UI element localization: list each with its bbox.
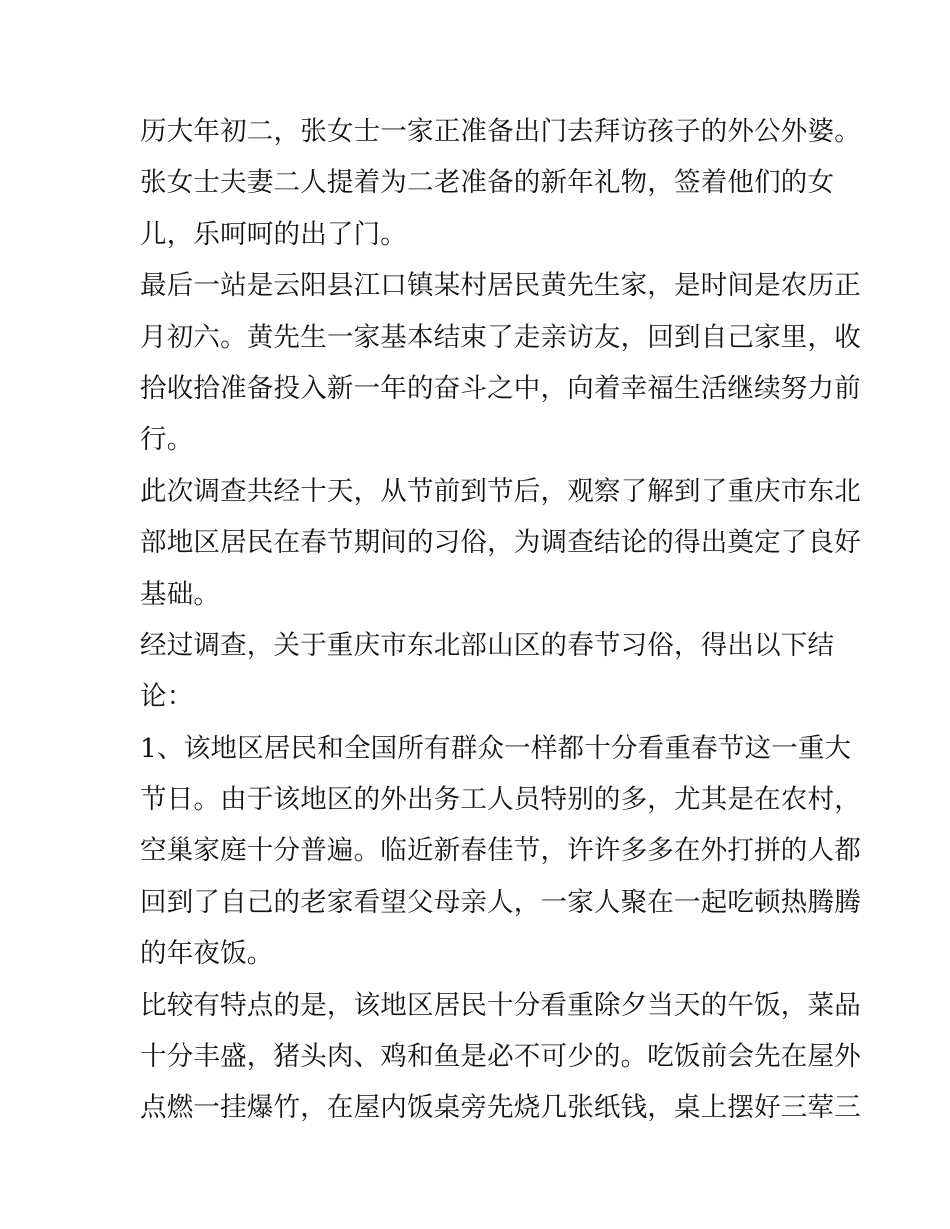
text-line: 经过调查，关于重庆市东北部山区的春节习俗，得出以下结 (140, 629, 835, 661)
text-line: 的年夜饭。 (140, 938, 274, 970)
text-line: 此次调查共经十天，从节前到节后，观察了解到了重庆市东北 (140, 475, 861, 507)
text-line: 月初六。黄先生一家基本结束了走亲访友，回到自己家里，收 (140, 321, 861, 353)
text-line: 儿，乐呵呵的出了门。 (140, 218, 407, 250)
text-line: 基础。 (140, 578, 221, 610)
text-line: 行。 (140, 424, 194, 456)
text-line: 点燃一挂爆竹，在屋内饭桌旁先烧几张纸钱，桌上摆好三荤三 (140, 1092, 861, 1124)
text-line: 历大年初二，张女士一家正准备出门去拜访孩子的外公外婆。 (140, 116, 861, 147)
text-line: 比较有特点的是，该地区居民十分看重除夕当天的午饭，菜品 (140, 989, 861, 1021)
text-line: 十分丰盛，猪头肉、鸡和鱼是必不可少的。吃饭前会先在屋外 (140, 1041, 861, 1073)
text-line: 回到了自己的老家看望父母亲人，一家人聚在一起吃顿热腾腾 (140, 886, 861, 918)
text-line: 张女士夫妻二人提着为二老准备的新年礼物，签着他们的女 (140, 167, 835, 199)
text-line: 拾收拾准备投入新一年的奋斗之中，向着幸福生活继续努力前 (140, 372, 861, 404)
text-line: 节日。由于该地区的外出务工人员特别的多，尤其是在农村， (140, 784, 861, 816)
text-line: 最后一站是云阳县江口镇某村居民黄先生家，是时间是农历正 (140, 270, 861, 302)
text-line: 空巢家庭十分普遍。临近新春佳节，许许多多在外打拼的人都 (140, 835, 861, 867)
text-line: 部地区居民在春节期间的习俗，为调查结论的得出奠定了良好 (140, 527, 861, 559)
document-body-text (140, 106, 861, 1134)
text-line: 论： (140, 681, 194, 713)
text-line: 1、该地区居民和全国所有群众一样都十分看重春节这一重大 (140, 732, 852, 764)
